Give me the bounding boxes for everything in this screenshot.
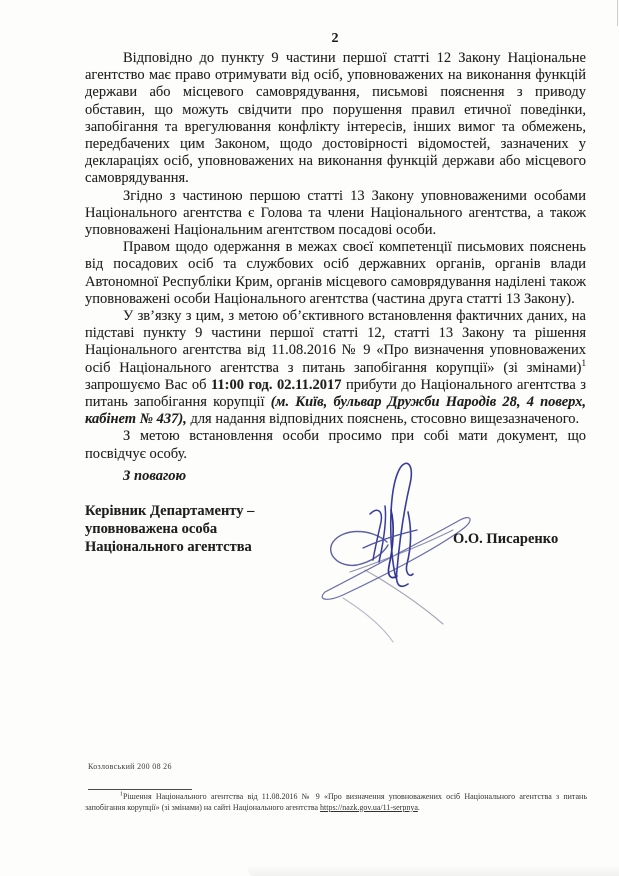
paragraph-id-document: З метою встановлення особи просимо при собі мати документ, що посвідчує особу. bbox=[85, 428, 586, 462]
paragraph-competence: Правом щодо одержання в межах своєї компетенції письмових пояснень від посадових осіб та службових осіб державних органів, органів влади Автономної Республіки Крим, органів місцевого самоврядування наділені також уповноважені особи Національного агентства (частина друга статті 13 Закону). bbox=[85, 239, 586, 307]
signer-position-line: уповноважена особа bbox=[85, 520, 218, 537]
paragraph-authorized-persons: Згідно з частиною першою статті 13 Закону уповноваженими особами Національного агентства є Голова та члени Національного агентства, а також уповноважені Національним агентством посадові особи. bbox=[85, 187, 586, 239]
footnote-text: Рішення Національного агентства від 11.08.2016 № 9 «Про визначення уповноважених осіб Національного агентства з питань запобігання корупції» (зі змінами) на сайті Національного агентства bbox=[85, 792, 587, 812]
paragraph-law-right: Відповідно до пункту 9 частини першої статті 12 Закону Національне агентство має право отримувати від осіб, уповноважених на виконання функцій держави або місцевого самоврядування, письмові пояснення з приводу обставин, що можуть свідчити про порушення правил етичної поведінки, запобігання та врегулювання конфлікту інтересів, інших вимог та обмежень, передбачених цим Законом, щодо достовірності відомостей, зазначених у деклараціях осіб, уповноважених на виконання функцій держави або місцевого самоврядування. bbox=[85, 50, 586, 187]
footnote-text: . bbox=[417, 802, 420, 812]
signer-name: О.О. Писаренко bbox=[453, 531, 559, 547]
footnote-divider bbox=[88, 789, 192, 790]
meeting-address: (м. Київ, бульвар Дружби Народів 28, 4 поверх, кабінет № 437), bbox=[85, 394, 586, 428]
scan-shadow-artifact bbox=[248, 865, 619, 876]
paragraph-invitation bbox=[85, 308, 586, 428]
scan-edge-artifact bbox=[617, 0, 618, 26]
footnote-reference-mark: 1 bbox=[581, 357, 586, 368]
page-number: 2 bbox=[331, 31, 339, 46]
meeting-datetime: 11:00 год. 02.11.2017 bbox=[210, 376, 342, 393]
paragraph-text: запрошуємо Вас об bbox=[85, 376, 211, 393]
paragraph-text: для надання відповідних пояснень, стосовно вищезазначеного. bbox=[186, 411, 580, 428]
signer-position-line: Національного агентства bbox=[85, 538, 252, 555]
footnote-link: https://nazk.gov.ua/11-serpnya bbox=[320, 802, 418, 812]
signer-position-line: Керівник Департаменту – bbox=[85, 503, 255, 519]
footnote bbox=[85, 792, 587, 813]
closing-salutation: З повагою bbox=[123, 468, 187, 484]
paragraph-text: прибути до Національного агентства з питань запобігання корупції bbox=[85, 376, 586, 411]
paragraph-text: У зв’язку з цим, з метою об’єктивного встановлення фактичних даних, на підставі пункту 9 частини першої статті 12, статті 13 Закону та рішення Національного агентства від 11.08.2016 № 9 «Про визначення уповноважених осіб Національного агентства з питань запобігання корупції» (зі змінами) bbox=[85, 308, 586, 376]
executor-note: Козловський 200 08 26 bbox=[88, 762, 172, 771]
handwritten-signature-icon bbox=[305, 452, 480, 647]
letter-body bbox=[85, 50, 586, 463]
footnote-reference-mark: 1 bbox=[120, 791, 123, 798]
